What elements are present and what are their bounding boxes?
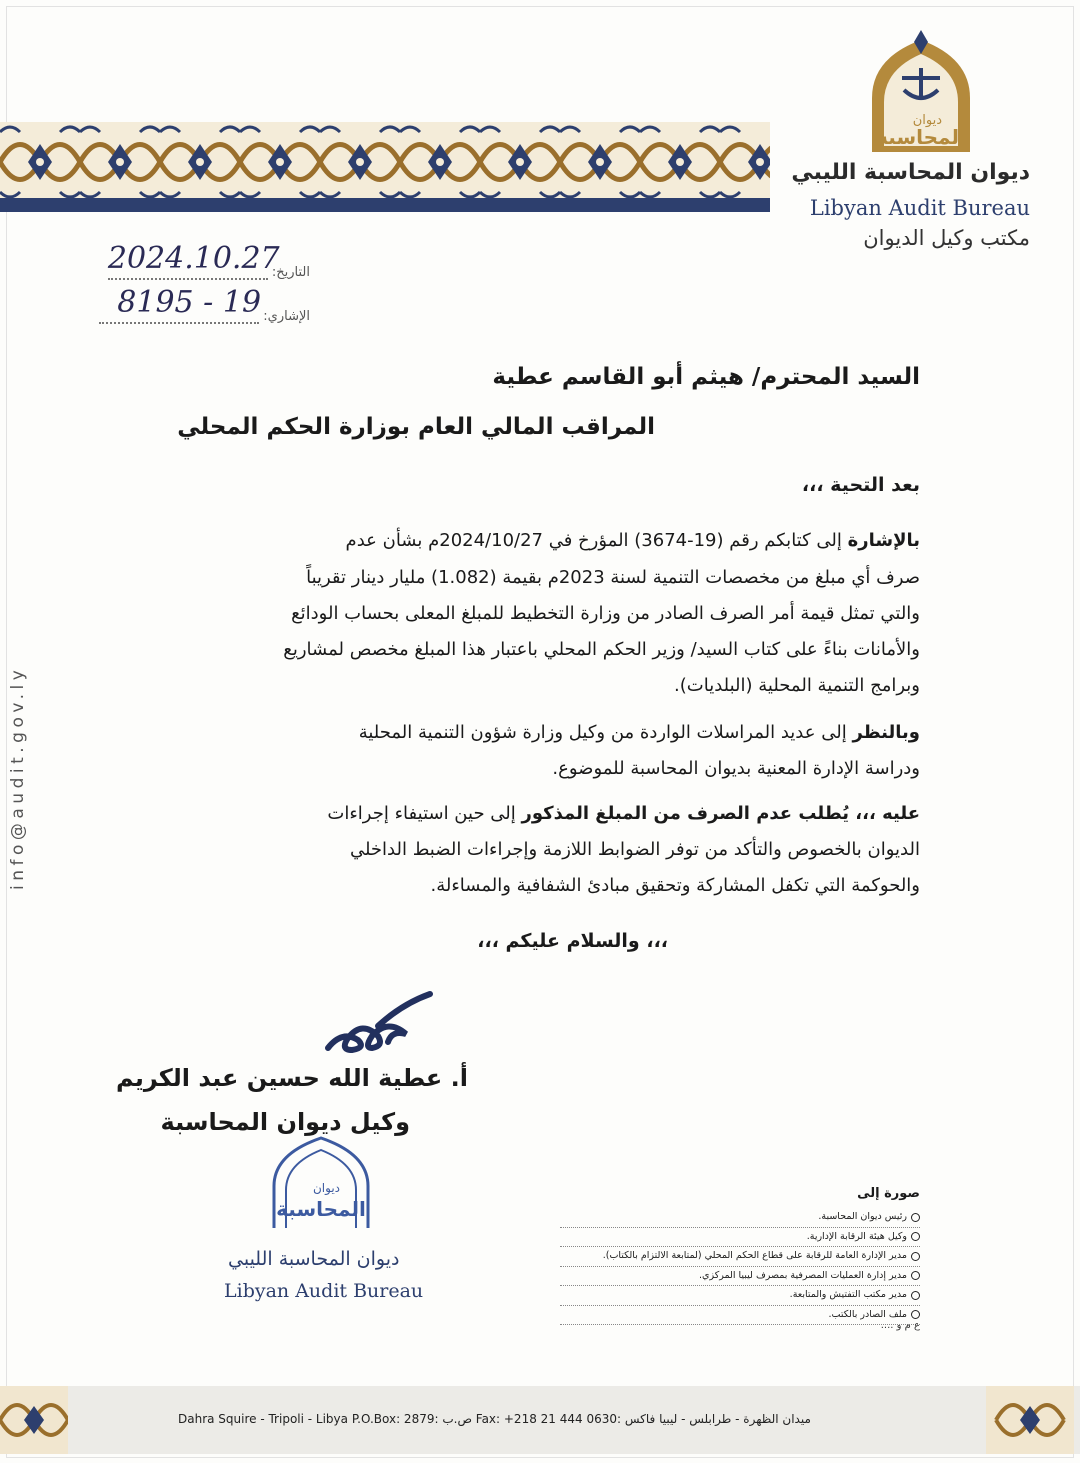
list-item	[560, 1247, 920, 1267]
closing: ،،، والسلام عليكم ،،،	[477, 930, 668, 952]
signatory-name: أ. عطية الله حسين عبد الكريم	[116, 1064, 468, 1092]
paragraph-3-line-3: والحوكمة التي تكفل المشاركة وتحقيق مبادئ الشفافية والمساءلة.	[430, 875, 920, 896]
paragraph-1-line-2: صرف أي مبلغ من مخصصات التنمية لسنة 2023م بقيمة (1.082) مليار دينار تقريباً	[306, 567, 920, 588]
bullet-icon	[911, 1252, 920, 1261]
copies-item: مدير مكتب التفتيش والمتابعة.	[789, 1289, 907, 1301]
audit-bureau-logo-icon	[862, 28, 980, 156]
copies-title: صورة إلى	[857, 1186, 920, 1201]
list-item	[560, 1306, 920, 1326]
official-stamp-icon	[262, 1130, 380, 1230]
logo-word-top: ديوان	[912, 113, 942, 128]
copies-item: رئيس ديوان المحاسبة.	[818, 1211, 907, 1223]
logo-word-main: المحاسبة	[876, 125, 966, 149]
footer-address: Dahra Squire - Tripoli - Libya P.O.Box: 2879: ص.ب Fax: +218 21 444 0630: ميدان الظهرة - طرابلس - ليبيا فاكس	[178, 1412, 811, 1426]
date-line	[107, 241, 280, 280]
reference-field	[99, 284, 310, 324]
list-item	[560, 1228, 920, 1248]
paragraph-3-line-2: الديوان بالخصوص والتأكد من توفر الضوابط اللازمة وإجراءات الضبط الداخلي	[349, 839, 920, 860]
reference-value: 19 - 8195	[117, 285, 262, 320]
stamp-word-main: المحاسبة	[276, 1197, 366, 1221]
date-value: 2024.10.27	[107, 241, 280, 276]
office-name: مكتب وكيل الديوان	[863, 226, 1030, 250]
date-field	[108, 240, 310, 280]
bullet-icon	[911, 1291, 920, 1300]
copies-item: مدير إدارة العمليات المصرفية بمصرف ليبيا المركزي.	[699, 1269, 907, 1281]
paragraph-3-line-1	[327, 803, 920, 824]
paragraph-2-text-1: إلى عديد المراسلات الواردة من وكيل وزارة شؤون التنمية المحلية	[358, 722, 847, 743]
stamp-word-top: ديوان	[312, 1181, 340, 1195]
org-name-en: Libyan Audit Bureau	[809, 196, 1030, 220]
list-item	[560, 1267, 920, 1287]
date-label: التاريخ:	[271, 265, 310, 280]
handwritten-signature-icon	[322, 990, 434, 1060]
typist-initials: ع م و ....	[880, 1320, 920, 1331]
footer-ornament-left-icon	[0, 1386, 68, 1454]
reference-label: الإشاري:	[263, 309, 310, 324]
copies-list	[560, 1208, 920, 1325]
greeting: بعد التحية ،،،	[801, 474, 920, 496]
copies-item: مدير الإدارة العامة للرقابة على قطاع الحكم المحلي (لمتابعة الالتزام بالكتاب).	[602, 1250, 907, 1262]
stamp-org-en: Libyan Audit Bureau	[224, 1280, 424, 1302]
contact-email: info@audit.gov.ly	[8, 665, 28, 890]
copies-item: وكيل هيئة الرقابة الإدارية.	[806, 1230, 907, 1242]
bullet-icon	[911, 1213, 920, 1222]
org-name-ar: ديوان المحاسبة الليبي	[791, 160, 1030, 185]
reference-line	[99, 285, 262, 324]
signatory-title: وكيل ديوان المحاسبة	[160, 1108, 410, 1136]
paragraph-1-line-5: وبرامج التنمية المحلية (البلديات).	[674, 675, 920, 696]
ornament-band-icon	[0, 122, 770, 202]
paragraph-1-text-1: إلى كتابكم رقم (19-3674) المؤرخ في 2024/10/27م بشأن عدم	[345, 530, 842, 551]
copies-item: ملف الصادر بالكتب.	[828, 1308, 907, 1320]
list-item	[560, 1208, 920, 1228]
footer-ornament-right-icon	[986, 1386, 1074, 1454]
paragraph-1-line-1	[166, 530, 920, 551]
paragraph-2-line-1	[359, 722, 920, 743]
list-item	[560, 1286, 920, 1306]
addressee: السيد المحترم/ هيثم أبو القاسم عطية	[492, 364, 920, 390]
paragraph-3-text-1: إلى حين استيفاء إجراءات	[327, 803, 516, 824]
paragraph-1-line-3: والتي تمثل قيمة أمر الصرف الصادر من وزارة التخطيط للمبلغ المعلى بحساب الودائع	[291, 603, 920, 624]
paragraph-2-lead: وبالنظر	[852, 722, 920, 743]
bullet-icon	[911, 1310, 920, 1319]
bullet-icon	[911, 1271, 920, 1280]
bullet-icon	[911, 1232, 920, 1241]
header-rule	[0, 198, 770, 212]
paragraph-2-line-2: ودراسة الإدارة المعنية بديوان المحاسبة للموضوع.	[552, 758, 920, 779]
paragraph-1-line-4: والأمانات بناءً على كتاب السيد/ وزير الحكم المحلي باعتبار هذا المبلغ مخصص لمشاريع	[283, 639, 920, 660]
paragraph-1-lead: بالإشارة	[847, 530, 920, 551]
addressee-title: المراقب المالي العام بوزارة الحكم المحلي	[177, 414, 655, 440]
paragraph-3-lead: عليه ،،، يُطلب عدم الصرف من المبلغ المذكور	[521, 803, 920, 824]
stamp-org-ar: ديوان المحاسبة الليبي	[228, 1248, 400, 1270]
